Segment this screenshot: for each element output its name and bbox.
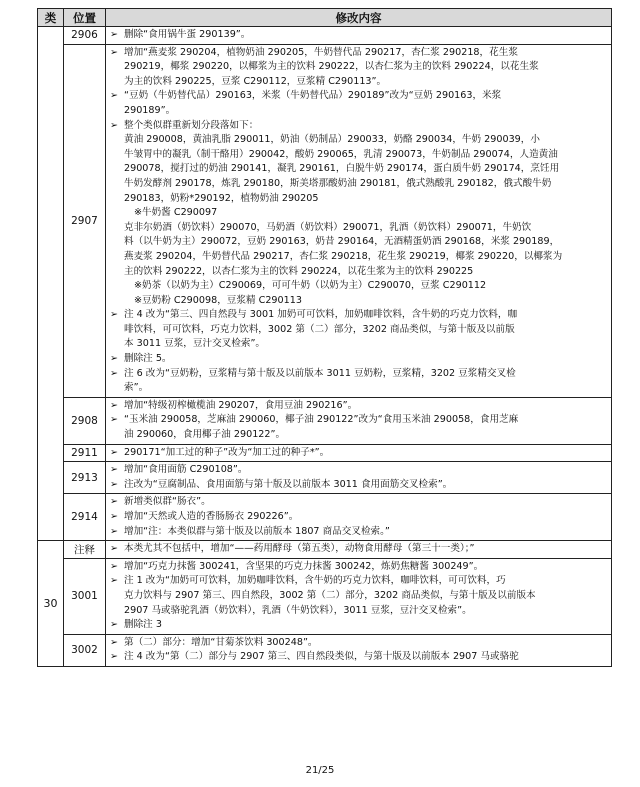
bullet-item: ➢ 新增类似群“肠衣”。 bbox=[110, 495, 608, 510]
bullet-item: ➢ 增加“燕麦浆 290204，植物奶油 290205，牛奶替代品 290217，杏仁浆 290218，花生浆 bbox=[110, 46, 608, 61]
continuation-line: ※奶茶（以奶为主）C290069，可可牛奶（以奶为主）C290070，豆浆 C290112 bbox=[134, 280, 487, 292]
amendment-content bbox=[106, 462, 612, 494]
bullet-item: ➢ 本类尤其不包括中，增加“——药用酵母（第五类），动物食用酵母（第三十一类）；” bbox=[110, 542, 608, 557]
continuation-line: ※牛奶酱 C290097 bbox=[134, 207, 218, 219]
table-row bbox=[38, 494, 612, 541]
position-code: 注释 bbox=[64, 541, 106, 559]
continuation-line: 牛奶发酵剂 290178，炼乳 290180，斯美塔那酸奶油 290181，俄式熟酸乳 290182，俄式酸牛奶 bbox=[124, 177, 552, 189]
table-row bbox=[38, 462, 612, 494]
bullet-item: ➢ 注 6 改为“豆奶粉，豆浆精与第十版及以前版本 3011 豆奶粉，豆浆精，3202 豆浆精交叉检 bbox=[110, 367, 608, 382]
bullet-item: ➢ 注 4 改为“第三、四自然段与 3001 加奶可可饮料，加奶咖啡饮料，含牛奶的巧克力饮料，咖 bbox=[110, 308, 608, 323]
table-row bbox=[38, 44, 612, 397]
category-cell-29 bbox=[38, 27, 64, 541]
amendment-content bbox=[106, 44, 612, 397]
continuation-line: ※豆奶粉 C290098，豆浆精 C290113 bbox=[134, 294, 302, 306]
continuation-line: 油 290060，食用椰子油 290122”。 bbox=[124, 429, 286, 441]
table-header-row bbox=[38, 9, 612, 27]
header-content: 修改内容 bbox=[106, 9, 612, 27]
bullet-item: ➢ 删除注 5。 bbox=[110, 352, 608, 367]
amendment-content bbox=[106, 444, 612, 462]
bullet-item: ➢ 注 4 改为“第（二）部分与 2907 第三、四自然段类似，与第十版及以前版本 2907 马或骆驼 bbox=[110, 650, 608, 665]
table-row bbox=[38, 444, 612, 462]
position-code: 2908 bbox=[64, 397, 106, 444]
table-body bbox=[38, 27, 612, 667]
bullet-item: ➢ 增加“特级初榨橄榄油 290207，食用豆油 290216”。 bbox=[110, 399, 608, 414]
amendment-table bbox=[37, 8, 612, 667]
bullet-item: ➢ “豆奶（牛奶替代品）290163，米浆（牛奶替代品）290189”改为“豆奶 290163，米浆 bbox=[110, 89, 608, 104]
bullet-item: ➢ 删除“食用锅牛蛋 290139”。 bbox=[110, 28, 608, 43]
table-row bbox=[38, 397, 612, 444]
position-code: 3001 bbox=[64, 558, 106, 634]
bullet-item: ➢ 增加“注：本类似群与第十版及以前版本 1807 商品交叉检索。” bbox=[110, 525, 608, 540]
position-code: 3002 bbox=[64, 634, 106, 666]
bullet-item: ➢ 整个类似群重新划分段落如下： bbox=[110, 119, 608, 134]
position-code: 2906 bbox=[64, 27, 106, 45]
amendment-content bbox=[106, 27, 612, 45]
continuation-line: 料（以牛奶为主）290072，豆奶 290163，奶昔 290164，无酒精蛋奶酒 290168，米浆 290189， bbox=[124, 236, 560, 248]
continuation-line: 黄油 290008，黄油乳脂 290011，奶油（奶制品）290033，奶酪 290034，牛奶 290039，小 bbox=[124, 134, 540, 146]
table-row bbox=[38, 634, 612, 666]
position-code: 2907 bbox=[64, 44, 106, 397]
amendment-content bbox=[106, 541, 612, 559]
amendment-content bbox=[106, 494, 612, 541]
position-code: 2913 bbox=[64, 462, 106, 494]
continuation-line: 索”。 bbox=[124, 382, 149, 394]
bullet-item: ➢ 注 1 改为“加奶可可饮料，加奶咖啡饮料，含牛奶的巧克力饮料，咖啡饮料，可可饮料，巧 bbox=[110, 574, 608, 589]
bullet-item: ➢ 增加“巧克力抹酱 300241，含坚果的巧克力抹酱 300242，炼奶焦糖酱 300249”。 bbox=[110, 560, 608, 575]
continuation-line: 2907 马或骆驼乳酒（奶饮料），乳酒（牛奶饮料），3011 豆浆，豆汁交叉检索”。 bbox=[124, 604, 472, 616]
continuation-line: 克非尔奶酒（奶饮料）290070，马奶酒（奶饮料）290071，乳酒（奶饮料）290071，牛奶饮 bbox=[124, 221, 532, 233]
table-row bbox=[38, 27, 612, 45]
bullet-item: ➢ 注改为“豆腐制品、食用面筋与第十版及以前版本 3011 食用面筋交叉检索”。 bbox=[110, 478, 608, 493]
category-number: 30 bbox=[38, 541, 64, 667]
continuation-line: 为主的饮料 290225，豆浆 C290112，豆浆精 C290113”。 bbox=[124, 75, 387, 87]
document-page bbox=[37, 8, 611, 667]
bullet-item: ➢ 增加“天然或人造的香肠肠衣 290226”。 bbox=[110, 510, 608, 525]
continuation-line: 牛皱胃中的凝乳（制干酪用）290042，酸奶 290065，乳清 290073，牛奶制品 290074，人造黄油 bbox=[124, 148, 558, 160]
continuation-line: 290219，椰浆 290220，以椰浆为主的饮料 290222，以杏仁浆为主的饮料 290224，以花生浆 bbox=[124, 61, 539, 73]
continuation-line: 290183，奶粉*290192，植物奶油 290205 bbox=[124, 192, 319, 204]
continuation-line: 克力饮料与 2907 第三、四自然段，3002 第（二）部分，3202 商品类似，与第十版及以前版本 bbox=[124, 589, 536, 601]
table-row bbox=[38, 541, 612, 559]
continuation-line: 本 3011 豆浆，豆汁交叉检索”。 bbox=[124, 338, 266, 350]
bullet-item: ➢ 删除注 3 bbox=[110, 618, 608, 633]
continuation-line: 290078，搅打过的奶油 290141，凝乳 290161，白脱牛奶 290174，蛋白质牛奶 290174，烹饪用 bbox=[124, 163, 560, 175]
position-code: 2914 bbox=[64, 494, 106, 541]
continuation-line: 啡饮料，可可饮料，巧克力饮料，3002 第（二）部分，3202 商品类似，与第十版及以前版 bbox=[124, 323, 515, 335]
position-code: 2911 bbox=[64, 444, 106, 462]
header-position: 位置 bbox=[64, 9, 106, 27]
bullet-item: ➢ “玉米油 290058，芝麻油 290060，椰子油 290122”改为“食用玉米油 290058，食用芝麻 bbox=[110, 413, 608, 428]
bullet-item: ➢ 增加“食用面筋 C290108”。 bbox=[110, 463, 608, 478]
page-number: 21/25 bbox=[305, 765, 335, 776]
amendment-content bbox=[106, 397, 612, 444]
continuation-line: 燕麦浆 290204，牛奶替代品 290217，杏仁浆 290218，花生浆 290219，椰浆 290220，以椰浆为 bbox=[124, 250, 563, 262]
amendment-content bbox=[106, 558, 612, 634]
bullet-item: ➢ 第（二）部分：增加“甘菊茶饮料 300248”。 bbox=[110, 636, 608, 651]
continuation-line: 290189”。 bbox=[124, 104, 176, 116]
bullet-item: ➢ 290171“加工过的种子”改为“加工过的种子*”。 bbox=[110, 446, 608, 461]
table-row bbox=[38, 558, 612, 634]
amendment-content bbox=[106, 634, 612, 666]
header-category: 类 bbox=[38, 9, 64, 27]
continuation-line: 主的饮料 290222，以杏仁浆为主的饮料 290224，以花生浆为主的饮料 290225 bbox=[124, 265, 474, 277]
